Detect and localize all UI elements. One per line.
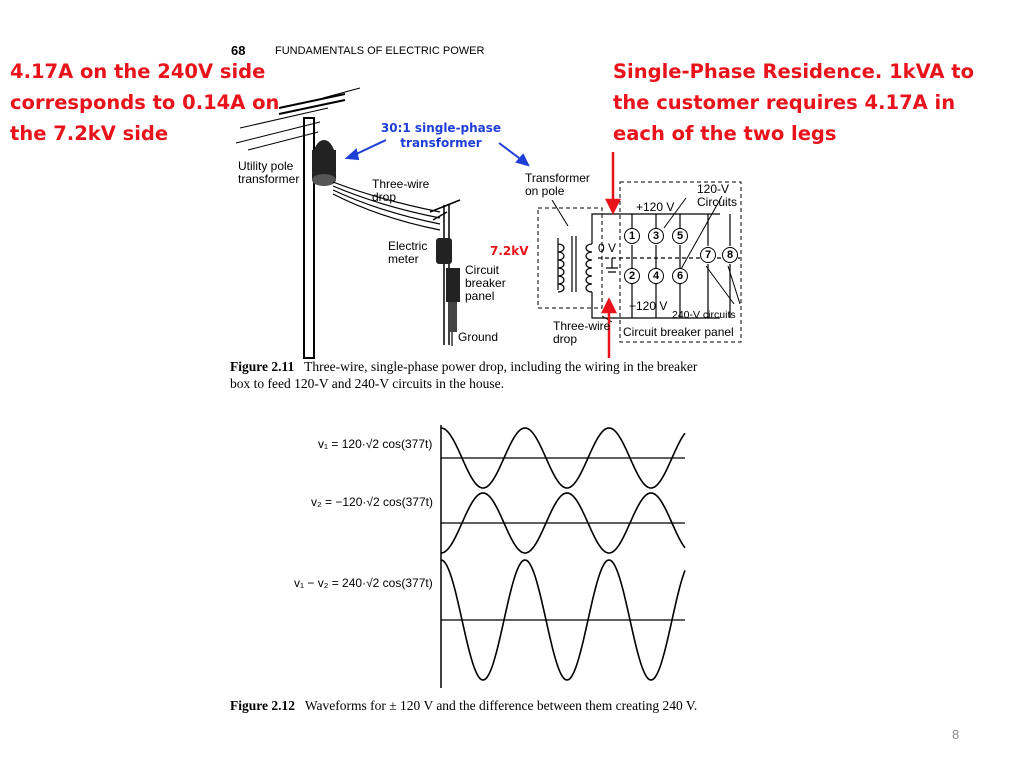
label-line: Three-wire [553, 319, 611, 333]
left-annotation-line-3: the 7.2kV side [10, 122, 169, 145]
label-line: Circuits [697, 195, 738, 209]
circuit-number-7: 7 [700, 247, 716, 263]
pole-transformer [312, 140, 336, 186]
three-wire-drop-bottom-label [553, 320, 610, 346]
transformer-on-pole-label [525, 172, 590, 198]
circuit-number-3: 3 [648, 228, 664, 244]
left-annotation-line-1: 4.17A on the 240V side [10, 60, 266, 83]
circuit-number-4: 4 [648, 268, 664, 284]
transformer-coils [558, 236, 592, 292]
utility-pole-transformer-label [238, 160, 299, 186]
label-line: meter [388, 252, 419, 266]
equation-v1: v₁ = 120·√2 cos(377t) [318, 437, 433, 451]
page-number: 68 [231, 43, 246, 58]
label-line: Electric [388, 239, 428, 253]
circuit-number-5: 5 [672, 228, 688, 244]
left-annotation [10, 56, 279, 149]
circuits-120v-label [697, 183, 737, 209]
caption-line-1: Three-wire, single-phase power drop, including the wiring in the breaker [304, 359, 698, 374]
right-annotation-line-2: the customer requires 4.17A in [613, 91, 956, 114]
plus-120v-label: +120 V [636, 200, 675, 214]
right-annotation-line-3: each of the two legs [613, 122, 837, 145]
label-line: breaker [465, 276, 506, 290]
transformer-ratio-line-1: 30:1 single-phase [380, 121, 502, 135]
circuit-number-1: 1 [624, 228, 640, 244]
caption-text: Waveforms for ± 120 V and the difference between them creating 240 V. [304, 698, 698, 713]
breaker-panel-drawing [446, 268, 460, 332]
left-annotation-line-2: corresponds to 0.14A on [10, 91, 280, 114]
caption-label: Figure 2.11 [230, 359, 295, 374]
waveform-axes [441, 425, 685, 688]
label-line: Utility pole [238, 159, 294, 173]
slide-number: 8 [952, 727, 960, 742]
transformer-ratio-label [380, 121, 502, 151]
electric-meter-drawing [436, 238, 452, 264]
zero-v-label: 0 V [598, 241, 617, 255]
breaker-panel-bottom-label: Circuit breaker panel [623, 325, 734, 339]
circuit-number-8: 8 [722, 247, 738, 263]
equation-difference: v₁ − v₂ = 240·√2 cos(377t) [294, 576, 433, 590]
waveforms [441, 428, 685, 680]
book-title: FUNDAMENTALS OF ELECTRIC POWER [275, 45, 485, 57]
ground-label: Ground [458, 330, 499, 344]
label-line: transformer [238, 172, 300, 186]
primary-voltage-label: 7.2kV [490, 244, 529, 258]
label-line: drop [553, 332, 578, 346]
circuits-240v-label: 240-V circuits [672, 309, 736, 321]
electric-meter-label [388, 240, 427, 266]
circuit-number-6: 6 [672, 268, 688, 284]
label-line: Three-wire [372, 177, 430, 191]
right-annotation [613, 56, 974, 149]
caption-label: Figure 2.12 [230, 698, 295, 713]
figure-2-12-caption [230, 697, 770, 714]
circuit-number-2: 2 [624, 268, 640, 284]
label-line: Transformer [525, 171, 590, 185]
label-line: on pole [525, 184, 565, 198]
figure-2-11-caption [230, 358, 760, 392]
right-annotation-line-1: Single-Phase Residence. 1kVA to [613, 60, 975, 83]
label-line: drop [372, 190, 397, 204]
label-line: Circuit [465, 263, 500, 277]
transformer-ratio-line-2: transformer [400, 136, 482, 150]
label-line: 120-V [697, 182, 730, 196]
label-line: panel [465, 289, 495, 303]
caption-line-2: box to feed 120-V and 240-V circuits in the house. [230, 376, 504, 391]
three-wire-drop-top-label [372, 178, 429, 204]
circuit-breaker-panel-label [465, 264, 506, 303]
minus-120v-label: −120 V [629, 299, 668, 313]
equation-v2: v₂ = −120·√2 cos(377t) [311, 495, 433, 509]
